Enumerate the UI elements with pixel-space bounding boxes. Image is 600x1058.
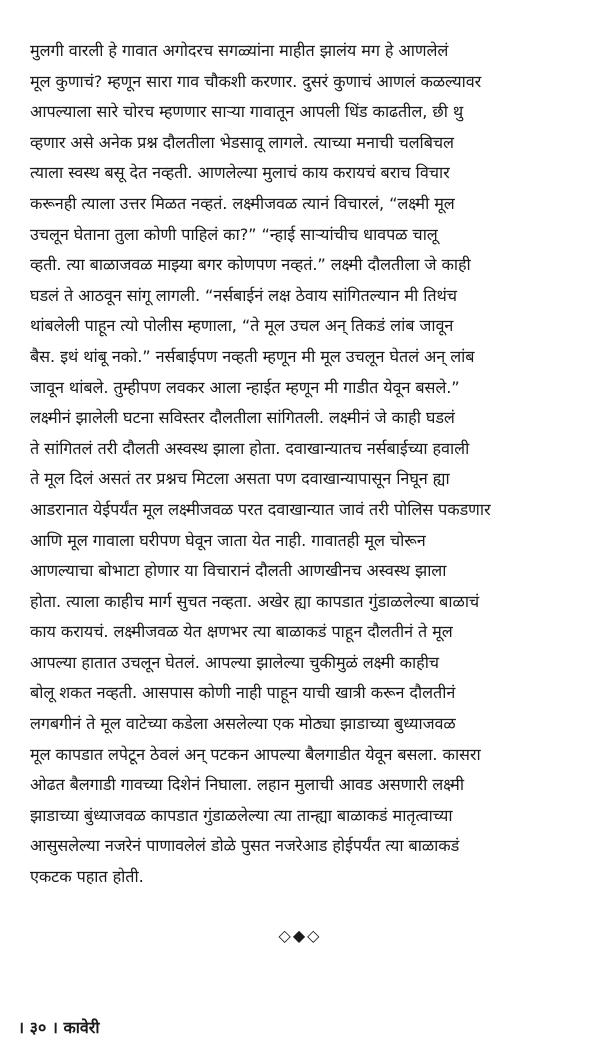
text-line: होता. त्याला काहीच मार्ग सुचत नव्हता. अखेर ह्या कापडात गुंडाळलेल्या बाळाचं (30, 591, 480, 611)
text-line: ते मूल दिलं असतं तर प्रश्नच मिटला असता पण दवाखान्यापासून निघून ह्या (30, 469, 450, 489)
story-text (30, 36, 590, 893)
section-separator-ornament: ◇◆◇ (278, 926, 322, 945)
text-line: झाडाच्या बुंध्याजवळ कापडात गुंडाळलेल्या त्या तान्ह्या बाळाकडं मातृत्वाच्या (30, 805, 453, 825)
text-line: बोलू शकत नव्हती. आसपास कोणी नाही पाहून याची खात्री करून दौलतीनं (30, 683, 456, 703)
text-line: बैस. इथं थांबू नको.” नर्सबाईपण नव्हती म्हणून मी मूल उचलून घेतलं अन् लांब (30, 346, 475, 366)
text-line: थांबलेली पाहून त्यो पोलीस म्हणाला, “ते मूल उचल अन् तिकडं लांब जावून (30, 316, 454, 336)
text-line: आणि मूल गावाला घरीपण घेवून जाता येत नाही. गावातही मूल चोरून (30, 530, 426, 550)
text-line: उचलून घेताना तुला कोणी पाहिलं का?” “न्हाई साऱ्यांचीच धावपळ चालू (30, 224, 438, 244)
text-line: काय करायचं. लक्ष्मीजवळ येत क्षणभर त्या बाळाकडं पाहून दौलतीनं ते मूल (30, 622, 453, 642)
text-line: करूनही त्याला उत्तर मिळत नव्हतं. लक्ष्मीजवळ त्यानं विचारलं, “लक्ष्मी मूल (30, 193, 455, 213)
text-line: घडलं ते आठवून सांगू लागली. “नर्सबाईनं लक्ष ठेवाय सांगितल्यान मी तिथंच (30, 285, 457, 305)
text-line: ओढत बैलगाडी गावच्या दिशेनं निघाला. लहान मुलाची आवड असणारी लक्ष्मी (30, 775, 464, 795)
text-line: मूल कुणाचं? म्हणून सारा गाव चौकशी करणार. दुसरं कुणाचं आणलं कळल्यावर (30, 71, 482, 91)
text-line: जावून थांबले. तुम्हीपण लवकर आला न्हाईत म्हणून मी गाडीत येवून बसले.” (30, 377, 460, 397)
text-line: लक्ष्मीनं झालेली घटना सविस्तर दौलतीला सांगितली. लक्ष्मीनं जे काही घडलं (30, 408, 455, 428)
text-line: व्हणार असे अनेक प्रश्न दौलतीला भेडसावू लागले. त्याच्या मनाची चलबिचल (30, 132, 454, 152)
text-line: आपल्याला सारे चोरच म्हणणार साऱ्या गावातून आपली धिंड काढतील, छी थु (30, 102, 464, 122)
text-line: व्हती. त्या बाळाजवळ माझ्या बगर कोणपण नव्हतं.” लक्ष्मी दौलतीला जे काही (30, 255, 471, 275)
text-line: आपल्या हातात उचलून घेतलं. आपल्या झालेल्या चुकीमुळं लक्ष्मी काहीच (30, 652, 439, 672)
page-footer: । ३० । कावेरी (18, 1018, 100, 1037)
text-line: आणल्याचा बोभाटा होणार या विचारानं दौलती आणखीनच अस्वस्थ झाला (30, 561, 447, 581)
text-line: मुलगी वारली हे गावात अगोदरच सगळ्यांना माहीत झालंय मग हे आणलेलं (30, 41, 449, 60)
text-line: आसुसलेल्या नजरेनं पाणावलेलं डोळे पुसत नजरेआड होईपर्यंत त्या बाळाकडं (30, 836, 460, 856)
text-line: ते सांगितलं तरी दौलती अस्वस्थ झाला होता. दवाखान्यातच नर्सबाईच्या हवाली (30, 438, 470, 458)
text-line: आडरानात येईपर्यंत मूल लक्ष्मीजवळ परत दवाखान्यात जावं तरी पोलिस पकडणार (30, 499, 491, 519)
text-line: एकटक पहात होती. (30, 867, 144, 887)
text-line: त्याला स्वस्थ बसू देत नव्हती. आणलेल्या मुलाचं काय करायचं बराच विचार (30, 163, 450, 183)
text-line: लगबगीनं ते मूल वाटेच्या कडेला असलेल्या एक मोठ्या झाडाच्या बुध्याजवळ (30, 714, 456, 734)
text-line: मूल कापडात लपेटून ठेवलं अन् पटकन आपल्या बैलगाडीत येवून बसला. कासरा (30, 744, 481, 764)
